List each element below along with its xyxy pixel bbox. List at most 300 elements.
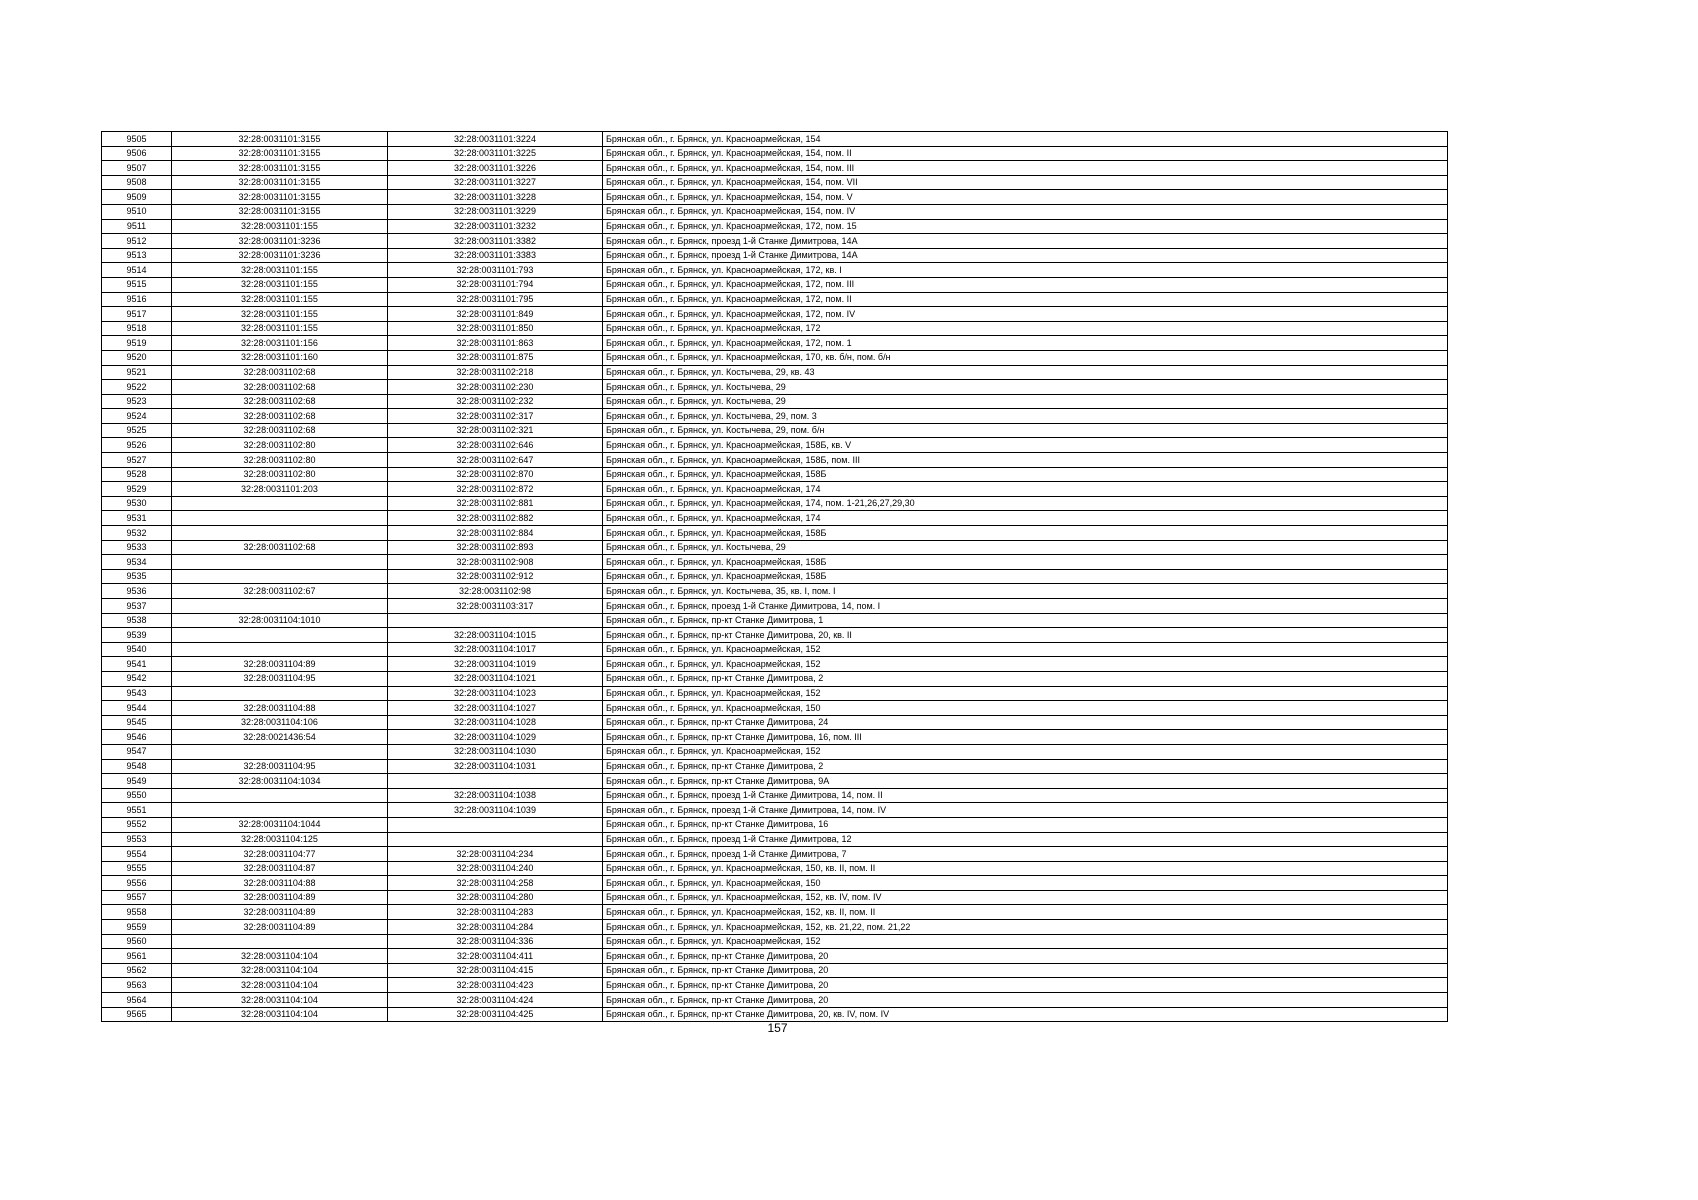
address-cell: Брянская обл., г. Брянск, ул. Красноармейская, 158Б, кв. V — [603, 438, 1448, 453]
table-row — [102, 350, 1448, 365]
address-cell: Брянская обл., г. Брянск, ул. Костычева, 35, кв. I, пом. I — [603, 584, 1448, 599]
address-cell: Брянская обл., г. Брянск, пр-кт Станке Димитрова, 16, пом. III — [603, 730, 1448, 745]
row-number-cell: 9544 — [102, 701, 172, 716]
table-row — [102, 409, 1448, 424]
land-cadastral-number-cell: 32:28:0031104:89 — [172, 657, 388, 672]
row-number-cell: 9513 — [102, 248, 172, 263]
row-number-cell: 9552 — [102, 817, 172, 832]
row-number-cell: 9515 — [102, 277, 172, 292]
row-number-cell: 9525 — [102, 423, 172, 438]
land-cadastral-number-cell — [172, 569, 388, 584]
table-row — [102, 263, 1448, 278]
table-row — [102, 759, 1448, 774]
land-cadastral-number-cell: 32:28:0031101:3155 — [172, 175, 388, 190]
address-cell: Брянская обл., г. Брянск, проезд 1-й Станке Димитрова, 14А — [603, 234, 1448, 249]
row-number-cell: 9547 — [102, 744, 172, 759]
object-cadastral-number-cell: 32:28:0031104:1019 — [388, 657, 603, 672]
land-cadastral-number-cell: 32:28:0031101:3155 — [172, 146, 388, 161]
table-row — [102, 467, 1448, 482]
object-cadastral-number-cell: 32:28:0031102:218 — [388, 365, 603, 380]
object-cadastral-number-cell: 32:28:0031102:230 — [388, 380, 603, 395]
land-cadastral-number-cell — [172, 788, 388, 803]
table-row — [102, 744, 1448, 759]
land-cadastral-number-cell: 32:28:0031102:80 — [172, 467, 388, 482]
land-cadastral-number-cell: 32:28:0031104:95 — [172, 671, 388, 686]
land-cadastral-number-cell — [172, 496, 388, 511]
object-cadastral-number-cell: 32:28:0031104:425 — [388, 1007, 603, 1022]
table-row — [102, 613, 1448, 628]
land-cadastral-number-cell: 32:28:0031104:125 — [172, 832, 388, 847]
address-cell: Брянская обл., г. Брянск, пр-кт Станке Димитрова, 2 — [603, 759, 1448, 774]
table-row — [102, 949, 1448, 964]
object-cadastral-number-cell: 32:28:0031101:850 — [388, 321, 603, 336]
row-number-cell: 9560 — [102, 934, 172, 949]
table-row — [102, 905, 1448, 920]
object-cadastral-number-cell: 32:28:0031104:1015 — [388, 628, 603, 643]
land-cadastral-number-cell — [172, 642, 388, 657]
object-cadastral-number-cell: 32:28:0031104:258 — [388, 876, 603, 891]
row-number-cell: 9521 — [102, 365, 172, 380]
land-cadastral-number-cell: 32:28:0031101:155 — [172, 277, 388, 292]
row-number-cell: 9505 — [102, 132, 172, 147]
land-cadastral-number-cell: 32:28:0031102:68 — [172, 380, 388, 395]
row-number-cell: 9529 — [102, 482, 172, 497]
row-number-cell: 9551 — [102, 803, 172, 818]
object-cadastral-number-cell: 32:28:0031102:321 — [388, 423, 603, 438]
land-cadastral-number-cell: 32:28:0031101:3155 — [172, 204, 388, 219]
table-row — [102, 920, 1448, 935]
object-cadastral-number-cell: 32:28:0031101:875 — [388, 350, 603, 365]
address-cell: Брянская обл., г. Брянск, ул. Красноармейская, 150, кв. II, пом. II — [603, 861, 1448, 876]
object-cadastral-number-cell: 32:28:0031104:415 — [388, 963, 603, 978]
row-number-cell: 9542 — [102, 671, 172, 686]
object-cadastral-number-cell: 32:28:0031104:283 — [388, 905, 603, 920]
address-cell: Брянская обл., г. Брянск, ул. Красноармейская, 174, пом. 1-21,26,27,29,30 — [603, 496, 1448, 511]
object-cadastral-number-cell: 32:28:0031101:3232 — [388, 219, 603, 234]
object-cadastral-number-cell: 32:28:0031101:3382 — [388, 234, 603, 249]
row-number-cell: 9523 — [102, 394, 172, 409]
object-cadastral-number-cell: 32:28:0031102:317 — [388, 409, 603, 424]
row-number-cell: 9563 — [102, 978, 172, 993]
row-number-cell: 9533 — [102, 540, 172, 555]
table-row — [102, 219, 1448, 234]
table-row — [102, 482, 1448, 497]
row-number-cell: 9520 — [102, 350, 172, 365]
row-number-cell: 9512 — [102, 234, 172, 249]
address-cell: Брянская обл., г. Брянск, ул. Красноармейская, 152 — [603, 744, 1448, 759]
land-cadastral-number-cell — [172, 803, 388, 818]
object-cadastral-number-cell: 32:28:0031104:1039 — [388, 803, 603, 818]
land-cadastral-number-cell: 32:28:0031104:77 — [172, 847, 388, 862]
object-cadastral-number-cell: 32:28:0031102:893 — [388, 540, 603, 555]
row-number-cell: 9526 — [102, 438, 172, 453]
object-cadastral-number-cell: 32:28:0031104:424 — [388, 993, 603, 1008]
land-cadastral-number-cell: 32:28:0031102:80 — [172, 438, 388, 453]
table-row — [102, 876, 1448, 891]
table-row — [102, 978, 1448, 993]
object-cadastral-number-cell: 32:28:0031101:3228 — [388, 190, 603, 205]
row-number-cell: 9561 — [102, 949, 172, 964]
table-row — [102, 890, 1448, 905]
table-row — [102, 730, 1448, 745]
row-number-cell: 9528 — [102, 467, 172, 482]
land-cadastral-number-cell: 32:28:0031101:3155 — [172, 132, 388, 147]
object-cadastral-number-cell: 32:28:0031101:793 — [388, 263, 603, 278]
object-cadastral-number-cell: 32:28:0031104:1038 — [388, 788, 603, 803]
registry-table-body — [102, 132, 1448, 1022]
table-row — [102, 423, 1448, 438]
address-cell: Брянская обл., г. Брянск, ул. Красноармейская, 158Б — [603, 555, 1448, 570]
land-cadastral-number-cell: 32:28:0031101:203 — [172, 482, 388, 497]
address-cell: Брянская обл., г. Брянск, проезд 1-й Станке Димитрова, 7 — [603, 847, 1448, 862]
land-cadastral-number-cell: 32:28:0031104:89 — [172, 920, 388, 935]
table-row — [102, 540, 1448, 555]
row-number-cell: 9564 — [102, 993, 172, 1008]
address-cell: Брянская обл., г. Брянск, ул. Красноармейская, 154, пом. VII — [603, 175, 1448, 190]
row-number-cell: 9509 — [102, 190, 172, 205]
object-cadastral-number-cell: 32:28:0031101:3226 — [388, 161, 603, 176]
address-cell: Брянская обл., г. Брянск, ул. Красноармейская, 152 — [603, 934, 1448, 949]
address-cell: Брянская обл., г. Брянск, ул. Красноармейская, 172, пом. 1 — [603, 336, 1448, 351]
table-row — [102, 657, 1448, 672]
row-number-cell: 9556 — [102, 876, 172, 891]
address-cell: Брянская обл., г. Брянск, ул. Костычева, 29 — [603, 394, 1448, 409]
row-number-cell: 9543 — [102, 686, 172, 701]
table-row — [102, 715, 1448, 730]
address-cell: Брянская обл., г. Брянск, ул. Красноармейская, 158Б — [603, 569, 1448, 584]
table-row — [102, 788, 1448, 803]
object-cadastral-number-cell: 32:28:0031101:3227 — [388, 175, 603, 190]
object-cadastral-number-cell: 32:28:0031102:872 — [388, 482, 603, 497]
row-number-cell: 9562 — [102, 963, 172, 978]
land-cadastral-number-cell: 32:28:0031101:155 — [172, 321, 388, 336]
object-cadastral-number-cell — [388, 832, 603, 847]
row-number-cell: 9524 — [102, 409, 172, 424]
land-cadastral-number-cell: 32:28:0031101:3236 — [172, 248, 388, 263]
object-cadastral-number-cell: 32:28:0031104:1029 — [388, 730, 603, 745]
table-row — [102, 993, 1448, 1008]
address-cell: Брянская обл., г. Брянск, ул. Красноармейская, 172, кв. I — [603, 263, 1448, 278]
land-cadastral-number-cell: 32:28:0031104:88 — [172, 876, 388, 891]
table-row — [102, 817, 1448, 832]
address-cell: Брянская обл., г. Брянск, пр-кт Станке Димитрова, 20 — [603, 993, 1448, 1008]
address-cell: Брянская обл., г. Брянск, пр-кт Станке Димитрова, 20, кв. IV, пом. IV — [603, 1007, 1448, 1022]
address-cell: Брянская обл., г. Брянск, ул. Красноармейская, 152 — [603, 657, 1448, 672]
address-cell: Брянская обл., г. Брянск, пр-кт Станке Димитрова, 24 — [603, 715, 1448, 730]
table-row — [102, 832, 1448, 847]
land-cadastral-number-cell — [172, 686, 388, 701]
object-cadastral-number-cell: 32:28:0031102:232 — [388, 394, 603, 409]
object-cadastral-number-cell: 32:28:0031102:912 — [388, 569, 603, 584]
table-row — [102, 847, 1448, 862]
row-number-cell: 9510 — [102, 204, 172, 219]
row-number-cell: 9508 — [102, 175, 172, 190]
object-cadastral-number-cell: 32:28:0031104:336 — [388, 934, 603, 949]
row-number-cell: 9546 — [102, 730, 172, 745]
row-number-cell: 9549 — [102, 774, 172, 789]
address-cell: Брянская обл., г. Брянск, ул. Красноармейская, 152 — [603, 642, 1448, 657]
object-cadastral-number-cell: 32:28:0031102:647 — [388, 453, 603, 468]
address-cell: Брянская обл., г. Брянск, пр-кт Станке Димитрова, 16 — [603, 817, 1448, 832]
land-cadastral-number-cell: 32:28:0031104:95 — [172, 759, 388, 774]
row-number-cell: 9519 — [102, 336, 172, 351]
land-cadastral-number-cell: 32:28:0031104:104 — [172, 1007, 388, 1022]
land-cadastral-number-cell: 32:28:0031101:160 — [172, 350, 388, 365]
address-cell: Брянская обл., г. Брянск, ул. Красноармейская, 152, кв. IV, пом. IV — [603, 890, 1448, 905]
table-row — [102, 190, 1448, 205]
object-cadastral-number-cell: 32:28:0031101:3225 — [388, 146, 603, 161]
table-row — [102, 394, 1448, 409]
address-cell: Брянская обл., г. Брянск, ул. Красноармейская, 158Б — [603, 526, 1448, 541]
row-number-cell: 9537 — [102, 599, 172, 614]
table-row — [102, 277, 1448, 292]
table-row — [102, 511, 1448, 526]
land-cadastral-number-cell: 32:28:0031101:155 — [172, 263, 388, 278]
row-number-cell: 9565 — [102, 1007, 172, 1022]
table-row — [102, 453, 1448, 468]
object-cadastral-number-cell: 32:28:0031102:884 — [388, 526, 603, 541]
object-cadastral-number-cell: 32:28:0031104:411 — [388, 949, 603, 964]
row-number-cell: 9527 — [102, 453, 172, 468]
row-number-cell: 9514 — [102, 263, 172, 278]
table-row — [102, 321, 1448, 336]
row-number-cell: 9550 — [102, 788, 172, 803]
land-cadastral-number-cell: 32:28:0031102:68 — [172, 365, 388, 380]
address-cell: Брянская обл., г. Брянск, пр-кт Станке Димитрова, 1 — [603, 613, 1448, 628]
row-number-cell: 9545 — [102, 715, 172, 730]
object-cadastral-number-cell: 32:28:0031104:1030 — [388, 744, 603, 759]
address-cell: Брянская обл., г. Брянск, ул. Красноармейская, 170, кв. б/н, пом. б/н — [603, 350, 1448, 365]
table-row — [102, 204, 1448, 219]
address-cell: Брянская обл., г. Брянск, ул. Костычева, 29 — [603, 380, 1448, 395]
address-cell: Брянская обл., г. Брянск, пр-кт Станке Димитрова, 20 — [603, 949, 1448, 964]
row-number-cell: 9559 — [102, 920, 172, 935]
row-number-cell: 9538 — [102, 613, 172, 628]
table-row — [102, 146, 1448, 161]
land-cadastral-number-cell: 32:28:0031102:68 — [172, 394, 388, 409]
table-row — [102, 861, 1448, 876]
land-cadastral-number-cell: 32:28:0031104:106 — [172, 715, 388, 730]
land-cadastral-number-cell: 32:28:0031104:1044 — [172, 817, 388, 832]
page-number: 157 — [767, 1021, 788, 1035]
address-cell: Брянская обл., г. Брянск, пр-кт Станке Димитрова, 20, кв. II — [603, 628, 1448, 643]
land-cadastral-number-cell — [172, 511, 388, 526]
object-cadastral-number-cell: 32:28:0031101:795 — [388, 292, 603, 307]
row-number-cell: 9511 — [102, 219, 172, 234]
table-row — [102, 686, 1448, 701]
address-cell: Брянская обл., г. Брянск, пр-кт Станке Димитрова, 20 — [603, 978, 1448, 993]
object-cadastral-number-cell: 32:28:0031104:1031 — [388, 759, 603, 774]
address-cell: Брянская обл., г. Брянск, проезд 1-й Станке Димитрова, 14А — [603, 248, 1448, 263]
row-number-cell: 9553 — [102, 832, 172, 847]
object-cadastral-number-cell: 32:28:0031104:423 — [388, 978, 603, 993]
address-cell: Брянская обл., г. Брянск, ул. Костычева, 29, кв. 43 — [603, 365, 1448, 380]
address-cell: Брянская обл., г. Брянск, ул. Костычева, 29, пом. б/н — [603, 423, 1448, 438]
row-number-cell: 9548 — [102, 759, 172, 774]
object-cadastral-number-cell — [388, 817, 603, 832]
object-cadastral-number-cell: 32:28:0031102:908 — [388, 555, 603, 570]
land-cadastral-number-cell: 32:28:0031102:80 — [172, 453, 388, 468]
address-cell: Брянская обл., г. Брянск, проезд 1-й Станке Димитрова, 14, пом. IV — [603, 803, 1448, 818]
land-cadastral-number-cell — [172, 628, 388, 643]
table-row — [102, 671, 1448, 686]
land-cadastral-number-cell: 32:28:0031101:3155 — [172, 190, 388, 205]
row-number-cell: 9516 — [102, 292, 172, 307]
row-number-cell: 9531 — [102, 511, 172, 526]
land-cadastral-number-cell: 32:28:0031101:3236 — [172, 234, 388, 249]
land-cadastral-number-cell: 32:28:0031104:87 — [172, 861, 388, 876]
object-cadastral-number-cell: 32:28:0031101:3229 — [388, 204, 603, 219]
row-number-cell: 9535 — [102, 569, 172, 584]
table-row — [102, 599, 1448, 614]
land-cadastral-number-cell: 32:28:0031101:3155 — [172, 161, 388, 176]
table-row — [102, 336, 1448, 351]
table-row — [102, 161, 1448, 176]
land-cadastral-number-cell: 32:28:0031101:155 — [172, 307, 388, 322]
address-cell: Брянская обл., г. Брянск, ул. Красноармейская, 154, пом. III — [603, 161, 1448, 176]
object-cadastral-number-cell: 32:28:0031104:240 — [388, 861, 603, 876]
address-cell: Брянская обл., г. Брянск, пр-кт Станке Димитрова, 9А — [603, 774, 1448, 789]
address-cell: Брянская обл., г. Брянск, ул. Красноармейская, 154, пом. IV — [603, 204, 1448, 219]
address-cell: Брянская обл., г. Брянск, пр-кт Станке Димитрова, 20 — [603, 963, 1448, 978]
land-cadastral-number-cell: 32:28:0031104:104 — [172, 993, 388, 1008]
address-cell: Брянская обл., г. Брянск, ул. Красноармейская, 158Б — [603, 467, 1448, 482]
address-cell: Брянская обл., г. Брянск, ул. Красноармейская, 172, пом. II — [603, 292, 1448, 307]
table-row — [102, 555, 1448, 570]
object-cadastral-number-cell: 32:28:0031104:284 — [388, 920, 603, 935]
address-cell: Брянская обл., г. Брянск, пр-кт Станке Димитрова, 2 — [603, 671, 1448, 686]
object-cadastral-number-cell: 32:28:0031101:849 — [388, 307, 603, 322]
land-cadastral-number-cell: 32:28:0031104:88 — [172, 701, 388, 716]
land-cadastral-number-cell: 32:28:0031104:104 — [172, 949, 388, 964]
row-number-cell: 9541 — [102, 657, 172, 672]
land-cadastral-number-cell — [172, 526, 388, 541]
object-cadastral-number-cell: 32:28:0031102:98 — [388, 584, 603, 599]
row-number-cell: 9507 — [102, 161, 172, 176]
address-cell: Брянская обл., г. Брянск, ул. Красноармейская, 152, кв. 21,22, пом. 21,22 — [603, 920, 1448, 935]
address-cell: Брянская обл., г. Брянск, ул. Красноармейская, 152 — [603, 686, 1448, 701]
land-cadastral-number-cell: 32:28:0031104:1010 — [172, 613, 388, 628]
table-row — [102, 803, 1448, 818]
land-cadastral-number-cell: 32:28:0031104:89 — [172, 890, 388, 905]
cadastral-registry-table — [101, 131, 1448, 1022]
table-row — [102, 365, 1448, 380]
object-cadastral-number-cell: 32:28:0031104:1021 — [388, 671, 603, 686]
table-row — [102, 132, 1448, 147]
table-row — [102, 701, 1448, 716]
row-number-cell: 9506 — [102, 146, 172, 161]
object-cadastral-number-cell: 32:28:0031104:1028 — [388, 715, 603, 730]
land-cadastral-number-cell: 32:28:0031102:68 — [172, 540, 388, 555]
object-cadastral-number-cell — [388, 774, 603, 789]
table-row — [102, 584, 1448, 599]
object-cadastral-number-cell: 32:28:0031103:317 — [388, 599, 603, 614]
land-cadastral-number-cell: 32:28:0031104:89 — [172, 905, 388, 920]
table-row — [102, 175, 1448, 190]
object-cadastral-number-cell: 32:28:0031102:870 — [388, 467, 603, 482]
land-cadastral-number-cell — [172, 934, 388, 949]
land-cadastral-number-cell: 32:28:0031102:67 — [172, 584, 388, 599]
address-cell: Брянская обл., г. Брянск, ул. Красноармейская, 150 — [603, 876, 1448, 891]
object-cadastral-number-cell: 32:28:0031101:3383 — [388, 248, 603, 263]
object-cadastral-number-cell: 32:28:0031104:234 — [388, 847, 603, 862]
row-number-cell: 9530 — [102, 496, 172, 511]
table-row — [102, 292, 1448, 307]
table-row — [102, 642, 1448, 657]
object-cadastral-number-cell: 32:28:0031104:1027 — [388, 701, 603, 716]
land-cadastral-number-cell: 32:28:0031104:104 — [172, 978, 388, 993]
object-cadastral-number-cell: 32:28:0031104:1023 — [388, 686, 603, 701]
table-row — [102, 628, 1448, 643]
address-cell: Брянская обл., г. Брянск, ул. Красноармейская, 172 — [603, 321, 1448, 336]
object-cadastral-number-cell: 32:28:0031104:1017 — [388, 642, 603, 657]
row-number-cell: 9540 — [102, 642, 172, 657]
row-number-cell: 9554 — [102, 847, 172, 862]
table-row — [102, 380, 1448, 395]
land-cadastral-number-cell — [172, 744, 388, 759]
land-cadastral-number-cell: 32:28:0021436:54 — [172, 730, 388, 745]
table-row — [102, 934, 1448, 949]
address-cell: Брянская обл., г. Брянск, ул. Красноармейская, 158Б, пом. III — [603, 453, 1448, 468]
table-row — [102, 774, 1448, 789]
table-row — [102, 307, 1448, 322]
object-cadastral-number-cell: 32:28:0031101:863 — [388, 336, 603, 351]
land-cadastral-number-cell: 32:28:0031101:155 — [172, 219, 388, 234]
land-cadastral-number-cell: 32:28:0031104:104 — [172, 963, 388, 978]
table-row — [102, 526, 1448, 541]
table-row — [102, 248, 1448, 263]
table-row — [102, 963, 1448, 978]
table-row — [102, 234, 1448, 249]
address-cell: Брянская обл., г. Брянск, проезд 1-й Станке Димитрова, 12 — [603, 832, 1448, 847]
address-cell: Брянская обл., г. Брянск, ул. Красноармейская, 174 — [603, 482, 1448, 497]
address-cell: Брянская обл., г. Брянск, ул. Красноармейская, 172, пом. 15 — [603, 219, 1448, 234]
row-number-cell: 9534 — [102, 555, 172, 570]
row-number-cell: 9518 — [102, 321, 172, 336]
address-cell: Брянская обл., г. Брянск, ул. Костычева, 29, пом. 3 — [603, 409, 1448, 424]
address-cell: Брянская обл., г. Брянск, ул. Красноармейская, 150 — [603, 701, 1448, 716]
land-cadastral-number-cell: 32:28:0031102:68 — [172, 409, 388, 424]
table-row — [102, 569, 1448, 584]
row-number-cell: 9536 — [102, 584, 172, 599]
address-cell: Брянская обл., г. Брянск, ул. Костычева, 29 — [603, 540, 1448, 555]
address-cell: Брянская обл., г. Брянск, ул. Красноармейская, 154, пом. V — [603, 190, 1448, 205]
land-cadastral-number-cell — [172, 599, 388, 614]
row-number-cell: 9539 — [102, 628, 172, 643]
table-row — [102, 496, 1448, 511]
land-cadastral-number-cell: 32:28:0031101:155 — [172, 292, 388, 307]
address-cell: Брянская обл., г. Брянск, проезд 1-й Станке Димитрова, 14, пом. I — [603, 599, 1448, 614]
address-cell: Брянская обл., г. Брянск, ул. Красноармейская, 174 — [603, 511, 1448, 526]
address-cell: Брянская обл., г. Брянск, ул. Красноармейская, 172, пом. IV — [603, 307, 1448, 322]
object-cadastral-number-cell: 32:28:0031102:646 — [388, 438, 603, 453]
object-cadastral-number-cell — [388, 613, 603, 628]
table-row — [102, 438, 1448, 453]
land-cadastral-number-cell — [172, 555, 388, 570]
table-row — [102, 1007, 1448, 1022]
row-number-cell: 9532 — [102, 526, 172, 541]
address-cell: Брянская обл., г. Брянск, ул. Красноармейская, 172, пом. III — [603, 277, 1448, 292]
address-cell: Брянская обл., г. Брянск, ул. Красноармейская, 154 — [603, 132, 1448, 147]
address-cell: Брянская обл., г. Брянск, ул. Красноармейская, 152, кв. II, пом. II — [603, 905, 1448, 920]
object-cadastral-number-cell: 32:28:0031101:3224 — [388, 132, 603, 147]
object-cadastral-number-cell: 32:28:0031102:881 — [388, 496, 603, 511]
address-cell: Брянская обл., г. Брянск, ул. Красноармейская, 154, пом. II — [603, 146, 1448, 161]
row-number-cell: 9558 — [102, 905, 172, 920]
object-cadastral-number-cell: 32:28:0031104:280 — [388, 890, 603, 905]
row-number-cell: 9555 — [102, 861, 172, 876]
land-cadastral-number-cell: 32:28:0031102:68 — [172, 423, 388, 438]
